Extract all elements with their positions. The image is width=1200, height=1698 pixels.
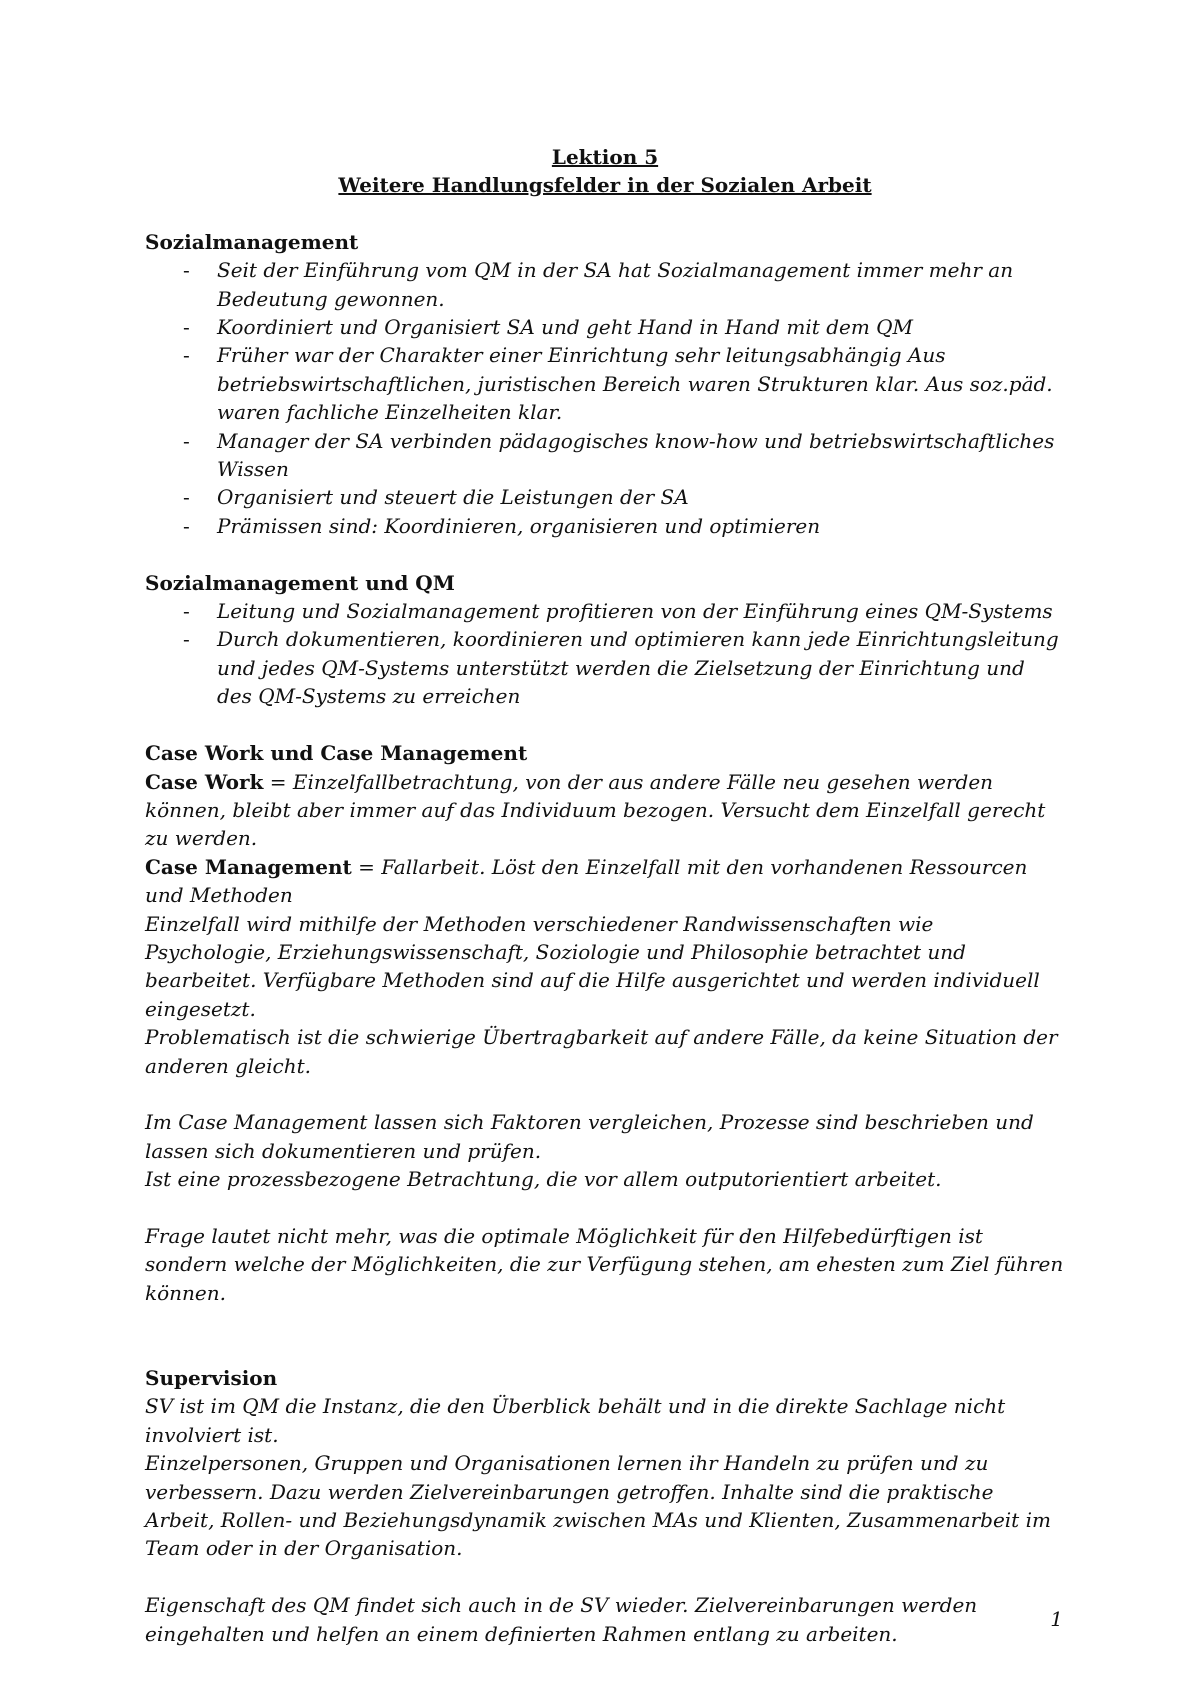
list-item: - Manager der SA verbinden pädagogisches know-how und betriebswirtschaftliches Wissen [183, 428, 1055, 482]
sozialmanagement-list [145, 256, 1065, 540]
document-body [145, 143, 1065, 1648]
dash-marker: - [183, 428, 190, 453]
list-item: - Seit der Einführung vom QM in der SA hat Sozialmanagement immer mehr an Bedeutung gewonnen. [183, 258, 1014, 311]
case-work-term: Case Work [145, 769, 264, 794]
case-paragraph: Problematisch ist die schwierige Übertragbarkeit auf andere Fälle, da keine Situation der anderen gleicht. [145, 1025, 1058, 1078]
spacer [145, 540, 1065, 568]
supervision-paragraph: Eigenschaft des QM findet sich auch in de SV wieder. Zielvereinbarungen werden eingehalten und helfen an einem definierten Rahmen entlang zu arbeiten. [145, 1593, 978, 1646]
dash-marker: - [183, 627, 190, 652]
spacer [145, 1080, 1065, 1108]
supervision-paragraph: SV ist im QM die Instanz, die den Überblick behält und in die direkte Sachlage nicht involviert ist. [145, 1394, 1006, 1447]
list-item: - Leitung und Sozialmanagement profitieren von der Einführung eines QM-Systems [145, 597, 1065, 625]
spacer [145, 1307, 1065, 1364]
page-number: 1 [1050, 1607, 1063, 1631]
case-paragraph: Frage lautet nicht mehr, was die optimale Möglichkeit für den Hilfebedürftigen ist sondern welche der Möglichkeiten, die zur Verfügung stehen, am ehesten zum Ziel führen können. [145, 1223, 1064, 1305]
section-heading-case: Case Work und Case Management [145, 741, 528, 766]
section-heading-sozialmanagement-qm: Sozialmanagement und QM [145, 570, 455, 595]
list-item: - Koordiniert und Organisiert SA und geht Hand in Hand mit dem QM [145, 313, 1065, 341]
case-paragraph: Im Case Management lassen sich Faktoren vergleichen, Prozesse sind beschrieben und lassen sich dokumentieren und prüfen. [145, 1110, 1034, 1163]
title-line-2: Weitere Handlungsfelder in der Sozialen Arbeit [338, 173, 872, 198]
spacer [145, 1563, 1065, 1591]
title-line-1: Lektion 5 [551, 145, 659, 169]
case-management-paragraph: Case Management = Fallarbeit. Löst den Einzelfall mit den vorhandenen Ressourcen und Methoden [145, 854, 1028, 908]
dash-marker: - [183, 315, 190, 340]
dash-marker: - [183, 513, 190, 538]
dash-marker: - [183, 599, 190, 624]
case-work-paragraph: Case Work = Einzelfallbetrachtung, von der aus andere Fälle neu gesehen werden können, bleibt aber immer auf das Individuum bezogen. Versucht dem Einzelfall gerecht zu werden. [145, 769, 1046, 851]
case-paragraph: Ist eine prozessbezogene Betrachtung, die vor allem outputorientiert arbeitet. [145, 1167, 942, 1192]
dash-marker: - [183, 343, 190, 368]
case-paragraph: Einzelfall wird mithilfe der Methoden verschiedener Randwissenschaften wie Psychologie, Erziehungswissenschaft, Soziologie und Philosophie betrachtet und bearbeitet. Verfügbare Methoden sind auf die Hilfe ausgerichtet und werden individuell eingesetzt. [145, 911, 1040, 1021]
dash-marker: - [183, 258, 190, 283]
spacer [145, 1194, 1065, 1222]
list-item: - Organisiert und steuert die Leistungen der SA [145, 483, 1065, 511]
section-heading-sozialmanagement: Sozialmanagement [145, 229, 359, 254]
section-heading-supervision: Supervision [145, 1365, 278, 1390]
document-title [145, 143, 1065, 200]
list-item: - Durch dokumentieren, koordinieren und optimieren kann jede Einrichtungsleitung und jedes QM-Systems unterstützt werden die Zielsetzung der Einrichtung und des QM-Systems zu erreichen [183, 627, 1059, 709]
sozialmanagement-qm-list [145, 597, 1065, 711]
list-item: - Früher war der Charakter einer Einrichtung sehr leitungsabhängig Aus betriebswirtschaftlichen, juristischen Bereich waren Strukturen klar. Aus soz.päd. waren fachliche Einzelheiten klar. [183, 343, 1053, 425]
spacer [145, 711, 1065, 739]
case-management-term: Case Management [145, 854, 352, 879]
dash-marker: - [183, 485, 190, 510]
list-item: - Prämissen sind: Koordinieren, organisieren und optimieren [145, 512, 1065, 540]
supervision-paragraph: Einzelpersonen, Gruppen und Organisationen lernen ihr Handeln zu prüfen und zu verbessern. Dazu werden Zielvereinbarungen getroffen. Inhalte sind die praktische Arbeit, Rollen- und Beziehungsdynamik zwischen MAs und Klienten, Zusammenarbeit im Team oder in der Organisation. [145, 1451, 1051, 1561]
